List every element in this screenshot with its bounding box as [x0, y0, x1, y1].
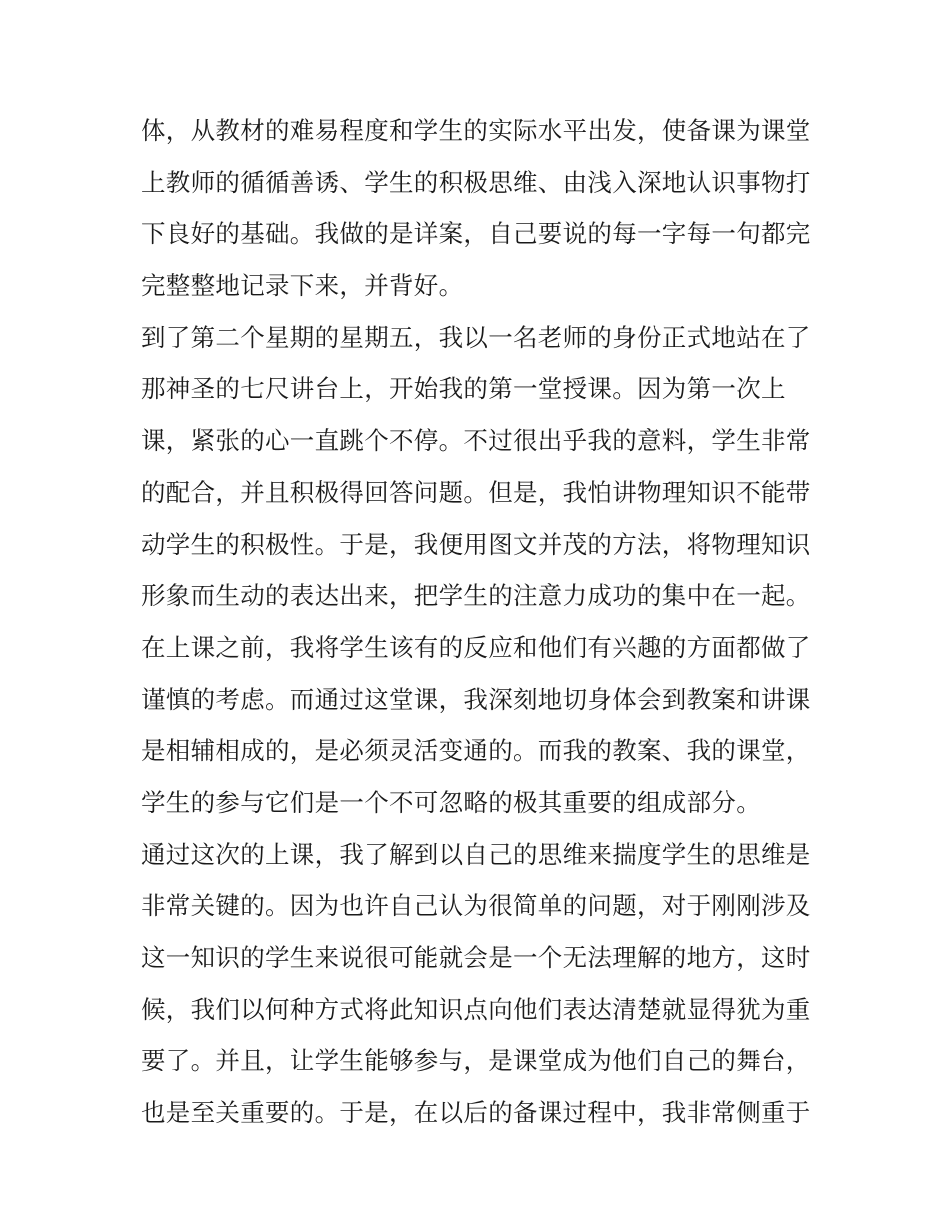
text-line: 到了第二个星期的星期五，我以一名老师的身份正式地站在了 [141, 322, 811, 352]
text-line: 上教师的循循善诱、学生的积极思维、由浅入深地认识事物打 [141, 167, 811, 197]
text-line: 谨慎的考虑。而通过这堂课，我深刻地切身体会到教案和讲课 [141, 684, 811, 714]
text-line: 通过这次的上课，我了解到以自己的思维来揣度学生的思维是 [141, 839, 811, 869]
text-line: 学生的参与它们是一个不可忽略的极其重要的组成部分。 [141, 787, 761, 817]
document-body [141, 105, 821, 1139]
text-line: 这一知识的学生来说很可能就会是一个无法理解的地方，这时 [141, 943, 811, 972]
text-line: 那神圣的七尺讲台上，开始我的第一堂授课。因为第一次上 [141, 374, 786, 404]
text-line: 要了。并且，让学生能够参与，是课堂成为他们自己的舞台， [141, 1046, 811, 1076]
text-line: 的配合，并且积极得回答问题。但是，我怕讲物理知识不能带 [141, 477, 811, 507]
text-line: 下良好的基础。我做的是详案，自己要说的每一字每一句都完 [141, 219, 811, 249]
text-line: 课，紧张的心一直跳个不停。不过很出乎我的意料，学生非常 [141, 426, 811, 456]
text-line: 非常关键的。因为也许自己认为很简单的问题，对于刚刚涉及 [141, 891, 811, 921]
text-line: 在上课之前，我将学生该有的反应和他们有兴趣的方面都做了 [141, 632, 811, 662]
text-line: 形象而生动的表达出来，把学生的注意力成功的集中在一起。 [141, 581, 811, 611]
text-line: 是相辅相成的，是必须灵活变通的。而我的教案、我的课堂， [141, 736, 811, 766]
text-line: 也是至关重要的。于是，在以后的备课过程中，我非常侧重于 [141, 1098, 811, 1128]
text-line: 候，我们以何种方式将此知识点向他们表达清楚就显得犹为重 [141, 994, 811, 1024]
text-line: 完整整地记录下来，并背好。 [141, 271, 464, 301]
text-line: 体，从教材的难易程度和学生的实际水平出发，使备课为课堂 [141, 116, 811, 145]
text-line: 动学生的积极性。于是，我便用图文并茂的方法，将物理知识 [141, 529, 811, 559]
